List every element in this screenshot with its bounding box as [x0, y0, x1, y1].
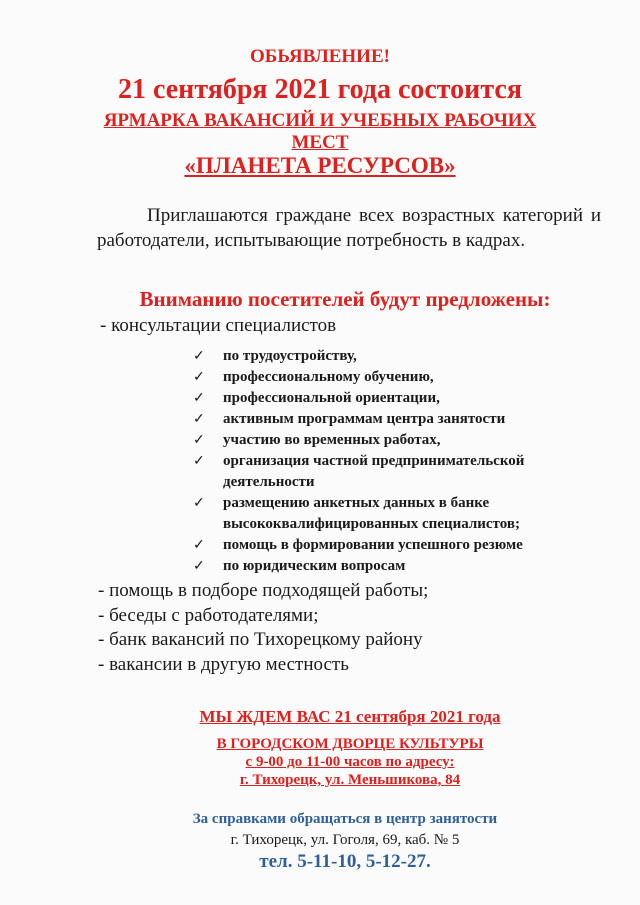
venue-line: В ГОРОДСКОМ ДВОРЦЕ КУЛЬТУРЫ [216, 736, 484, 752]
checklist-item: ✓ организация частной предпринимательской деятельности [193, 453, 525, 490]
services-item: - вакансии в другую местность [98, 653, 349, 675]
checkmark-icon: ✓ [193, 349, 205, 364]
checkmark-icon: ✓ [193, 433, 205, 448]
checklist-item: ✓ профессиональному обучению, [193, 367, 593, 388]
checkmark-icon: ✓ [193, 538, 205, 553]
intro-paragraph: Приглашаются граждане всех возрастных категорий и работодатели, испытывающие потребность в кадрах. [97, 205, 601, 251]
checklist-item: ✓ по юридическим вопросам [193, 556, 593, 577]
services-item: - беседы с работодателями; [98, 604, 319, 626]
consultation-checklist [193, 346, 593, 577]
checkmark-icon: ✓ [193, 496, 205, 511]
services-list [98, 579, 428, 677]
event-title-line1: ЯРМАРКА ВАКАНСИЙ И УЧЕБНЫХ РАБОЧИХ [103, 110, 537, 131]
event-date-heading: 21 сентября 2021 года состоится [117, 74, 522, 105]
checkmark-icon: ✓ [193, 412, 205, 427]
address-line: г. Тихорецк, ул. Меньшикова, 84 [239, 772, 461, 788]
consultations-item: - консультации специалистов [100, 315, 337, 336]
checklist-item: ✓ по трудоустройству, [193, 346, 593, 367]
checkmark-icon: ✓ [193, 454, 205, 469]
contact-address: г. Тихорецк, ул. Гоголя, 69, каб. № 5 [230, 832, 460, 848]
attention-heading: Вниманию посетителей будут предложены: [139, 287, 551, 311]
services-item: - помощь в подборе подходящей работы; [98, 580, 429, 601]
event-name: «ПЛАНЕТА РЕСУРСОВ» [184, 153, 456, 178]
invitation-line: МЫ ЖДЕМ ВАС 21 сентября 2021 года [199, 707, 501, 726]
time-line: с 9-00 до 11-00 часов по адресу: [245, 754, 455, 770]
checklist-item: ✓ участию во временных работах, [193, 430, 593, 451]
announcement-title: ОБЬЯВЛЕНИЕ! [250, 46, 390, 67]
event-title [0, 110, 640, 154]
checkmark-icon: ✓ [193, 559, 205, 574]
checklist-item: ✓ профессиональной ориентации, [193, 388, 593, 409]
event-title-line2: МЕСТ [291, 132, 349, 153]
services-item: - банк вакансий по Тихорецкому району [98, 629, 423, 650]
contact-phones: тел. 5-11-10, 5-12-27. [259, 851, 431, 872]
checklist-item: ✓ размещению анкетных данных в банке высококвалифицированных специалистов; [193, 495, 520, 532]
checklist-item: ✓ активным программам центра занятости [193, 409, 593, 430]
checklist-item: ✓ помощь в формировании успешного резюме [193, 535, 593, 556]
checkmark-icon: ✓ [193, 391, 205, 406]
contact-title: За справками обращаться в центр занятости [192, 811, 498, 827]
checkmark-icon: ✓ [193, 370, 205, 385]
